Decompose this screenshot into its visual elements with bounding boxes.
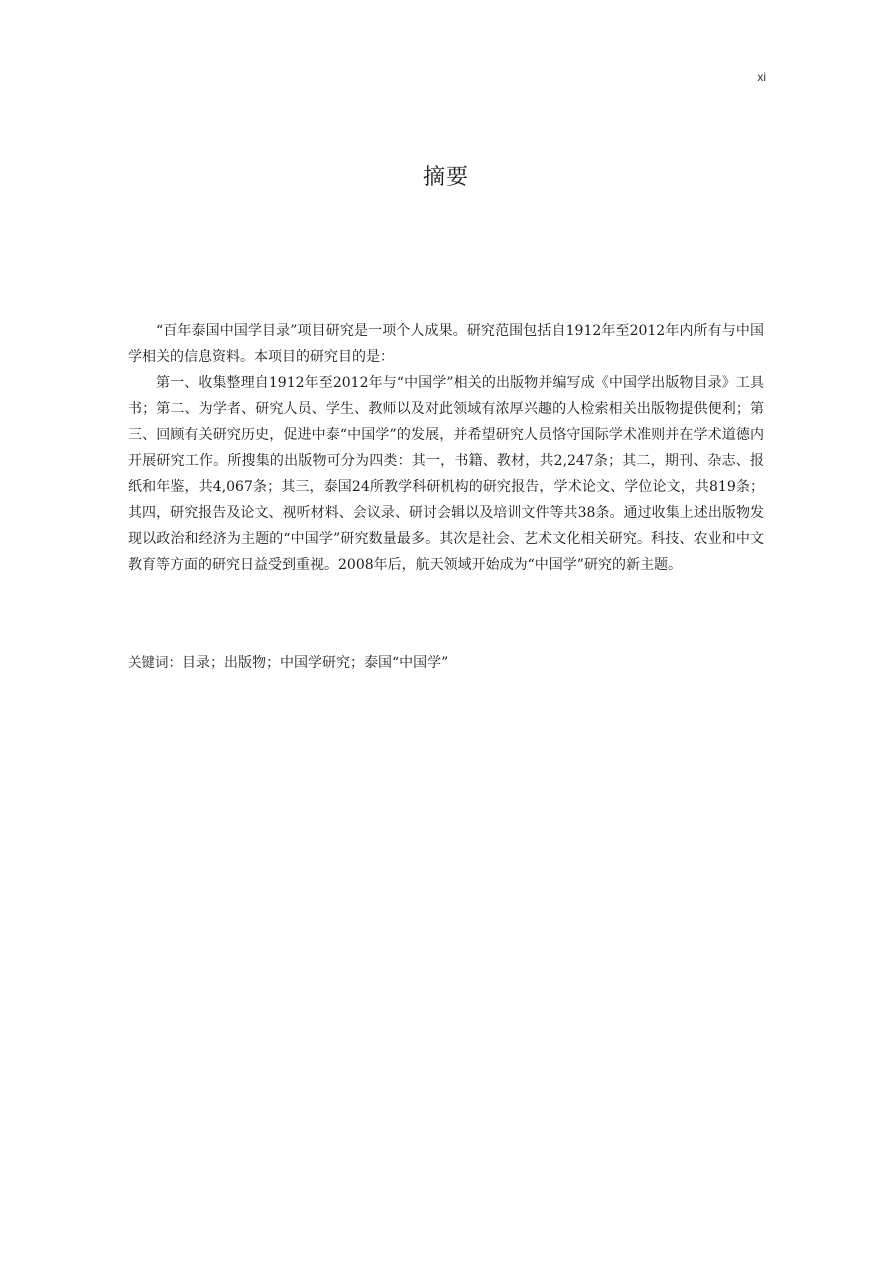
abstract-paragraph-1: “百年泰国中国学目录”项目研究是一项个人成果。研究范围包括自1912年至2012年内所有与中国学相关的信息资料。本项目的研究目的是： xyxy=(128,323,764,365)
abstract-body xyxy=(128,318,764,578)
keywords-label: 关键词： xyxy=(128,655,182,671)
page-title: 摘要 xyxy=(422,165,469,190)
page-number: xi xyxy=(757,70,766,84)
keywords xyxy=(128,650,764,676)
keywords-text: 目录；出版物；中国学研究；泰国“中国学” xyxy=(182,655,449,671)
abstract-paragraph-2: 第一、收集整理自1912年至2012年与“中国学”相关的出版物并编写成《中国学出版物目录》工具书；第二、为学者、研究人员、学生、教师以及对此领域有浓厚兴趣的人检索相关出版物提供便利；第三、回顾有关研究历史，促进中泰“中国学”的发展，并希望研究人员恪守国际学术准则并在学术道德内开展研究工作。所搜集的出版物可分为四类：其一，书籍、教材，共2,247条；其二，期刊、杂志、报纸和年鉴，共4,067条；其三，泰国24所教学科研机构的研究报告，学术论文、学位论文，共819条；其四，研究报告及论文、视听材料、会议录、研讨会辑以及培训文件等共38条。通过收集上述出版物发现以政治和经济为主题的“中国学”研究数量最多。其次是社会、艺术文化相关研究。科技、农业和中文教育等方面的研究日益受到重视。2008年后，航天领域开始成为“中国学”研究的新主题。 xyxy=(128,375,764,573)
